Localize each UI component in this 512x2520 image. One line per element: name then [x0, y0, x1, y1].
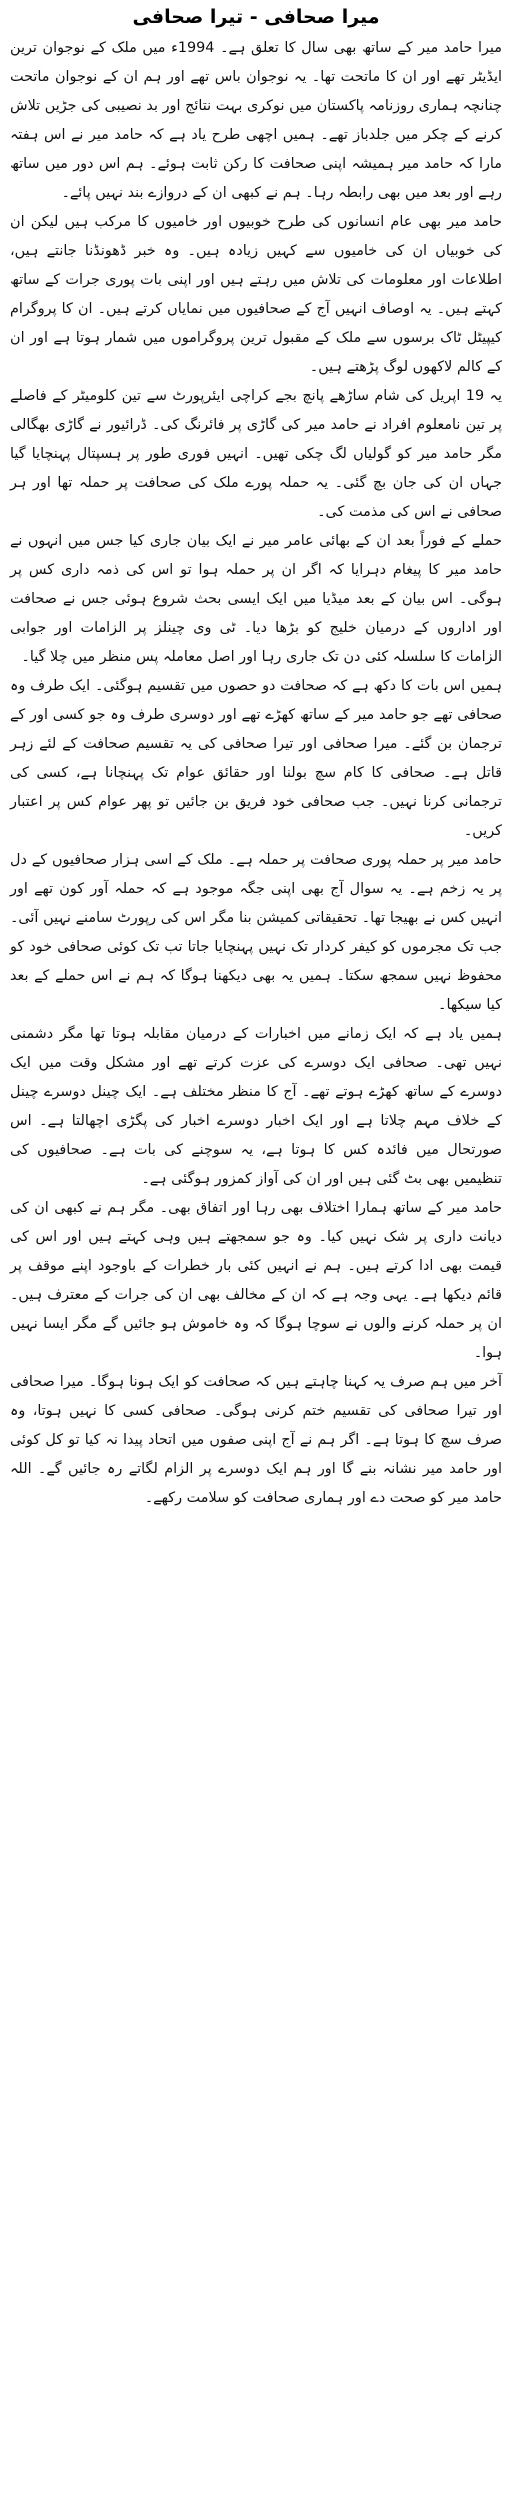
article-paragraph: یہ 19 اپریل کی شام ساڑھے پانچ بجے کراچی ایئرپورٹ سے تین کلومیٹر کے فاصلے پر تین نامعلوم افراد نے حامد میر کی گاڑی پر فائرنگ کی۔ ڈرائیور نے گاڑی بھگالی مگر حامد میر کو گولیاں لگ چکی تھیں۔ انہیں فوری طور پر ہسپتال پہنچایا گیا جہاں ان کی جان بچ گئی۔ یہ حملہ پورے ملک کی صحافت پر حملہ تھا اور ہر صحافی نے اس کی مذمت کی۔ [10, 388, 502, 520]
article-paragraph: حامد میر پر حملہ پوری صحافت پر حملہ ہے۔ ملک کے اسی ہزار صحافیوں کے دل پر یہ زخم ہے۔ یہ سوال آج بھی اپنی جگہ موجود ہے کہ حملہ آور کون تھے اور انہیں کس نے بھیجا تھا۔ تحقیقاتی کمیشن بنا مگر اس کی رپورٹ سامنے نہیں آئی۔ جب تک مجرموں کو کیفر کردار تک نہیں پہنچایا جاتا تب تک کوئی صحافی خود کو محفوظ نہیں سمجھ سکتا۔ ہمیں یہ بھی دیکھنا ہوگا کہ ہم نے اس حملے کے بعد کیا سیکھا۔ [10, 852, 502, 1013]
article-body [10, 34, 502, 1513]
article-paragraph: ہمیں یاد ہے کہ ایک زمانے میں اخبارات کے درمیان مقابلہ ہوتا تھا مگر دشمنی نہیں تھی۔ صحافی ایک دوسرے کی عزت کرتے تھے اور مشکل وقت میں ایک دوسرے کے ساتھ کھڑے ہوتے تھے۔ آج کا منظر مختلف ہے۔ ایک چینل دوسرے چینل کے خلاف مہم چلاتا ہے اور ایک اخبار دوسرے اخبار کی پگڑی اچھالتا ہے۔ اس صورتحال میں فائدہ کس کا ہوتا ہے، یہ سوچنے کی بات ہے۔ صحافیوں کی تنظیمیں بھی بٹ گئی ہیں اور ان کی آواز کمزور ہوگئی ہے۔ [10, 1026, 502, 1187]
article-paragraph: حامد میر کے ساتھ ہمارا اختلاف بھی رہا اور اتفاق بھی۔ مگر ہم نے کبھی ان کی دیانت داری پر شک نہیں کیا۔ وہ جو سمجھتے ہیں وہی کہتے ہیں اور اس کی قیمت بھی ادا کرتے ہیں۔ ہم نے انہیں کئی بار خطرات کے باوجود اپنے موقف پر قائم دیکھا ہے۔ یہی وجہ ہے کہ ان کے مخالف بھی ان کی جرات کے معترف ہیں۔ ان پر حملہ کرنے والوں نے سوچا ہوگا کہ وہ خاموش ہو جائیں گے مگر ایسا نہیں ہوا۔ [10, 1200, 502, 1361]
article-paragraph: میرا حامد میر کے ساتھ بھی سال کا تعلق ہے۔ 1994ء میں ملک کے نوجوان ترین ایڈیٹر تھے اور ان کا ماتحت تھا۔ یہ نوجوان باس تھے اور ہم ان کے نوجوان ماتحت چنانچہ ہماری روزنامہ پاکستان میں نوکری بہت نتائج اور بد نصیبی کی جڑیں تلاش کرنے کے چکر میں جلدباز تھے۔ ہمیں اچھی طرح یاد ہے کہ حامد میر نے اس ہفتہ مارا کہ حامد میر ہمیشہ اپنی صحافت کا رکن ثابت ہوئے۔ ہم اس دور میں ساتھ رہے اور بعد میں بھی رابطہ رہا۔ ہم نے کبھی ان کے دروازے بند نہیں پائے۔ [10, 40, 502, 201]
article-paragraph: حملے کے فوراً بعد ان کے بھائی عامر میر نے ایک بیان جاری کیا جس میں انہوں نے حامد میر کا پیغام دہرایا کہ اگر ان پر حملہ ہوا تو اس کی ذمہ داری کس پر ہوگی۔ اس بیان کے بعد میڈیا میں ایک ایسی بحث شروع ہوئی جس نے صحافت اور اداروں کے درمیان خلیج کو بڑھا دیا۔ ٹی وی چینلز پر الزامات اور جوابی الزامات کا سلسلہ کئی دن تک جاری رہا اور اصل معاملہ پس منظر میں چلا گیا۔ [10, 533, 502, 665]
article-headline: میرا صحافی - تیرا صحافی [132, 6, 380, 28]
article-paragraph: ہمیں اس بات کا دکھ ہے کہ صحافت دو حصوں میں تقسیم ہوگئی۔ ایک طرف وہ صحافی تھے جو حامد میر کے ساتھ کھڑے تھے اور دوسری طرف وہ جو کسی اور کے ترجمان بن گئے۔ میرا صحافی اور تیرا صحافی کی یہ تقسیم صحافت کے لئے زہر قاتل ہے۔ صحافی کا کام سچ بولنا اور حقائق عوام تک پہنچانا ہے، کسی کی ترجمانی کرنا نہیں۔ جب صحافی خود فریق بن جائیں تو پھر عوام کس پر اعتبار کریں۔ [10, 678, 502, 839]
article-paragraph: حامد میر بھی عام انسانوں کی طرح خوبیوں اور خامیوں کا مرکب ہیں لیکن ان کی خوبیاں ان کی خامیوں سے کہیں زیادہ ہیں۔ وہ خبر ڈھونڈنا جانتے ہیں، اطلاعات اور معلومات کی تلاش میں رہتے ہیں اور اپنی بات پوری جرات کے ساتھ کہتے ہیں۔ یہ اوصاف انہیں آج کے صحافیوں میں نمایاں کرتے ہیں۔ ان کا پروگرام کیپیٹل ٹاک برسوں سے ملک کے مقبول ترین پروگراموں میں شمار ہوتا ہے اور ان کے کالم لاکھوں لوگ پڑھتے ہیں۔ [10, 214, 502, 375]
article-paragraph: آخر میں ہم صرف یہ کہنا چاہتے ہیں کہ صحافت کو ایک ہونا ہوگا۔ میرا صحافی اور تیرا صحافی کی تقسیم ختم کرنی ہوگی۔ صحافی کسی کا نہیں ہوتا، وہ صرف سچ کا ہوتا ہے۔ اگر ہم نے آج اپنی صفوں میں اتحاد پیدا نہ کیا تو کل کوئی اور حامد میر نشانہ بنے گا اور ہم ایک دوسرے پر الزام لگاتے رہ جائیں گے۔ اللہ حامد میر کو صحت دے اور ہماری صحافت کو سلامت رکھے۔ [10, 1374, 502, 1506]
